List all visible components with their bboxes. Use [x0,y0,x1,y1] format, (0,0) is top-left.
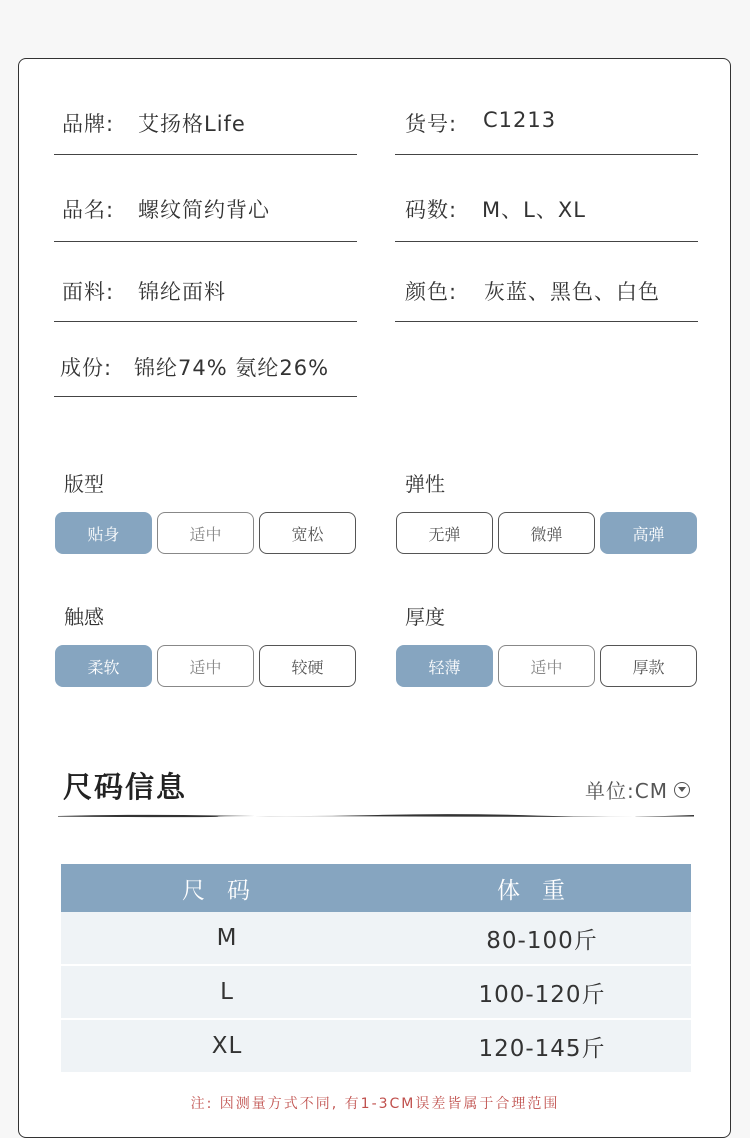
elasticity-option-none: 无弹 [396,512,493,554]
touch-option-medium: 适中 [157,645,254,687]
row-size: M [61,912,393,965]
name-value: 螺纹简约背心 [138,198,270,222]
sizes-label: 码数: [405,198,458,222]
header-size: 尺码 [61,864,393,912]
brand-field [54,108,357,155]
table-row [61,912,691,965]
unit-label: 单位:CM [585,779,668,803]
elasticity-option-slight: 微弹 [498,512,595,554]
chevron-down-circle-icon [674,782,690,798]
fit-option-loose: 宽松 [259,512,356,554]
brush-divider [58,813,694,818]
row-weight: 120-145斤 [393,1019,691,1073]
unit-indicator [585,775,690,804]
composition-label: 成份: [60,356,113,380]
fabric-value: 锦纶面料 [138,280,226,304]
elasticity-title: 弹性 [405,472,445,496]
table-row [61,1019,691,1073]
item-no-label: 货号: [405,112,458,136]
header-weight: 体重 [393,864,691,912]
fit-title: 版型 [64,472,104,496]
item-no-value: C1213 [483,108,557,132]
fit-option-regular: 适中 [157,512,254,554]
row-size: L [61,965,393,1019]
row-weight: 80-100斤 [393,912,691,965]
thickness-option-medium: 适中 [498,645,595,687]
touch-title: 触感 [64,605,104,629]
colors-label: 颜色: [405,280,458,304]
brand-value: 艾扬格Life [138,112,246,136]
name-label: 品名: [62,198,115,222]
elasticity-option-high: 高弹 [600,512,697,554]
name-field [54,194,357,242]
fit-option-tight: 贴身 [55,512,152,554]
composition-value: 锦纶74% 氨纶26% [134,356,330,380]
sizes-value: M、L、XL [482,198,586,222]
brand-label: 品牌: [62,112,115,136]
size-table [61,864,691,1074]
thickness-title: 厚度 [405,605,445,629]
composition-field [54,352,357,397]
colors-field [395,276,698,322]
colors-value: 灰蓝、黑色、白色 [484,280,660,304]
fabric-label: 面料: [62,280,115,304]
measurement-note: 注: 因测量方式不同, 有1-3CM误差皆属于合理范围 [190,1096,560,1112]
thickness-option-thin: 轻薄 [396,645,493,687]
sizes-field [395,194,698,242]
item-no-field [395,108,698,155]
row-size: XL [61,1019,393,1073]
table-header-row [61,864,691,912]
size-info-title: 尺码信息 [63,770,188,804]
table-row [61,965,691,1019]
touch-option-soft: 柔软 [55,645,152,687]
fabric-field [54,276,357,322]
thickness-option-thick: 厚款 [600,645,697,687]
row-weight: 100-120斤 [393,965,691,1019]
touch-option-hard: 较硬 [259,645,356,687]
